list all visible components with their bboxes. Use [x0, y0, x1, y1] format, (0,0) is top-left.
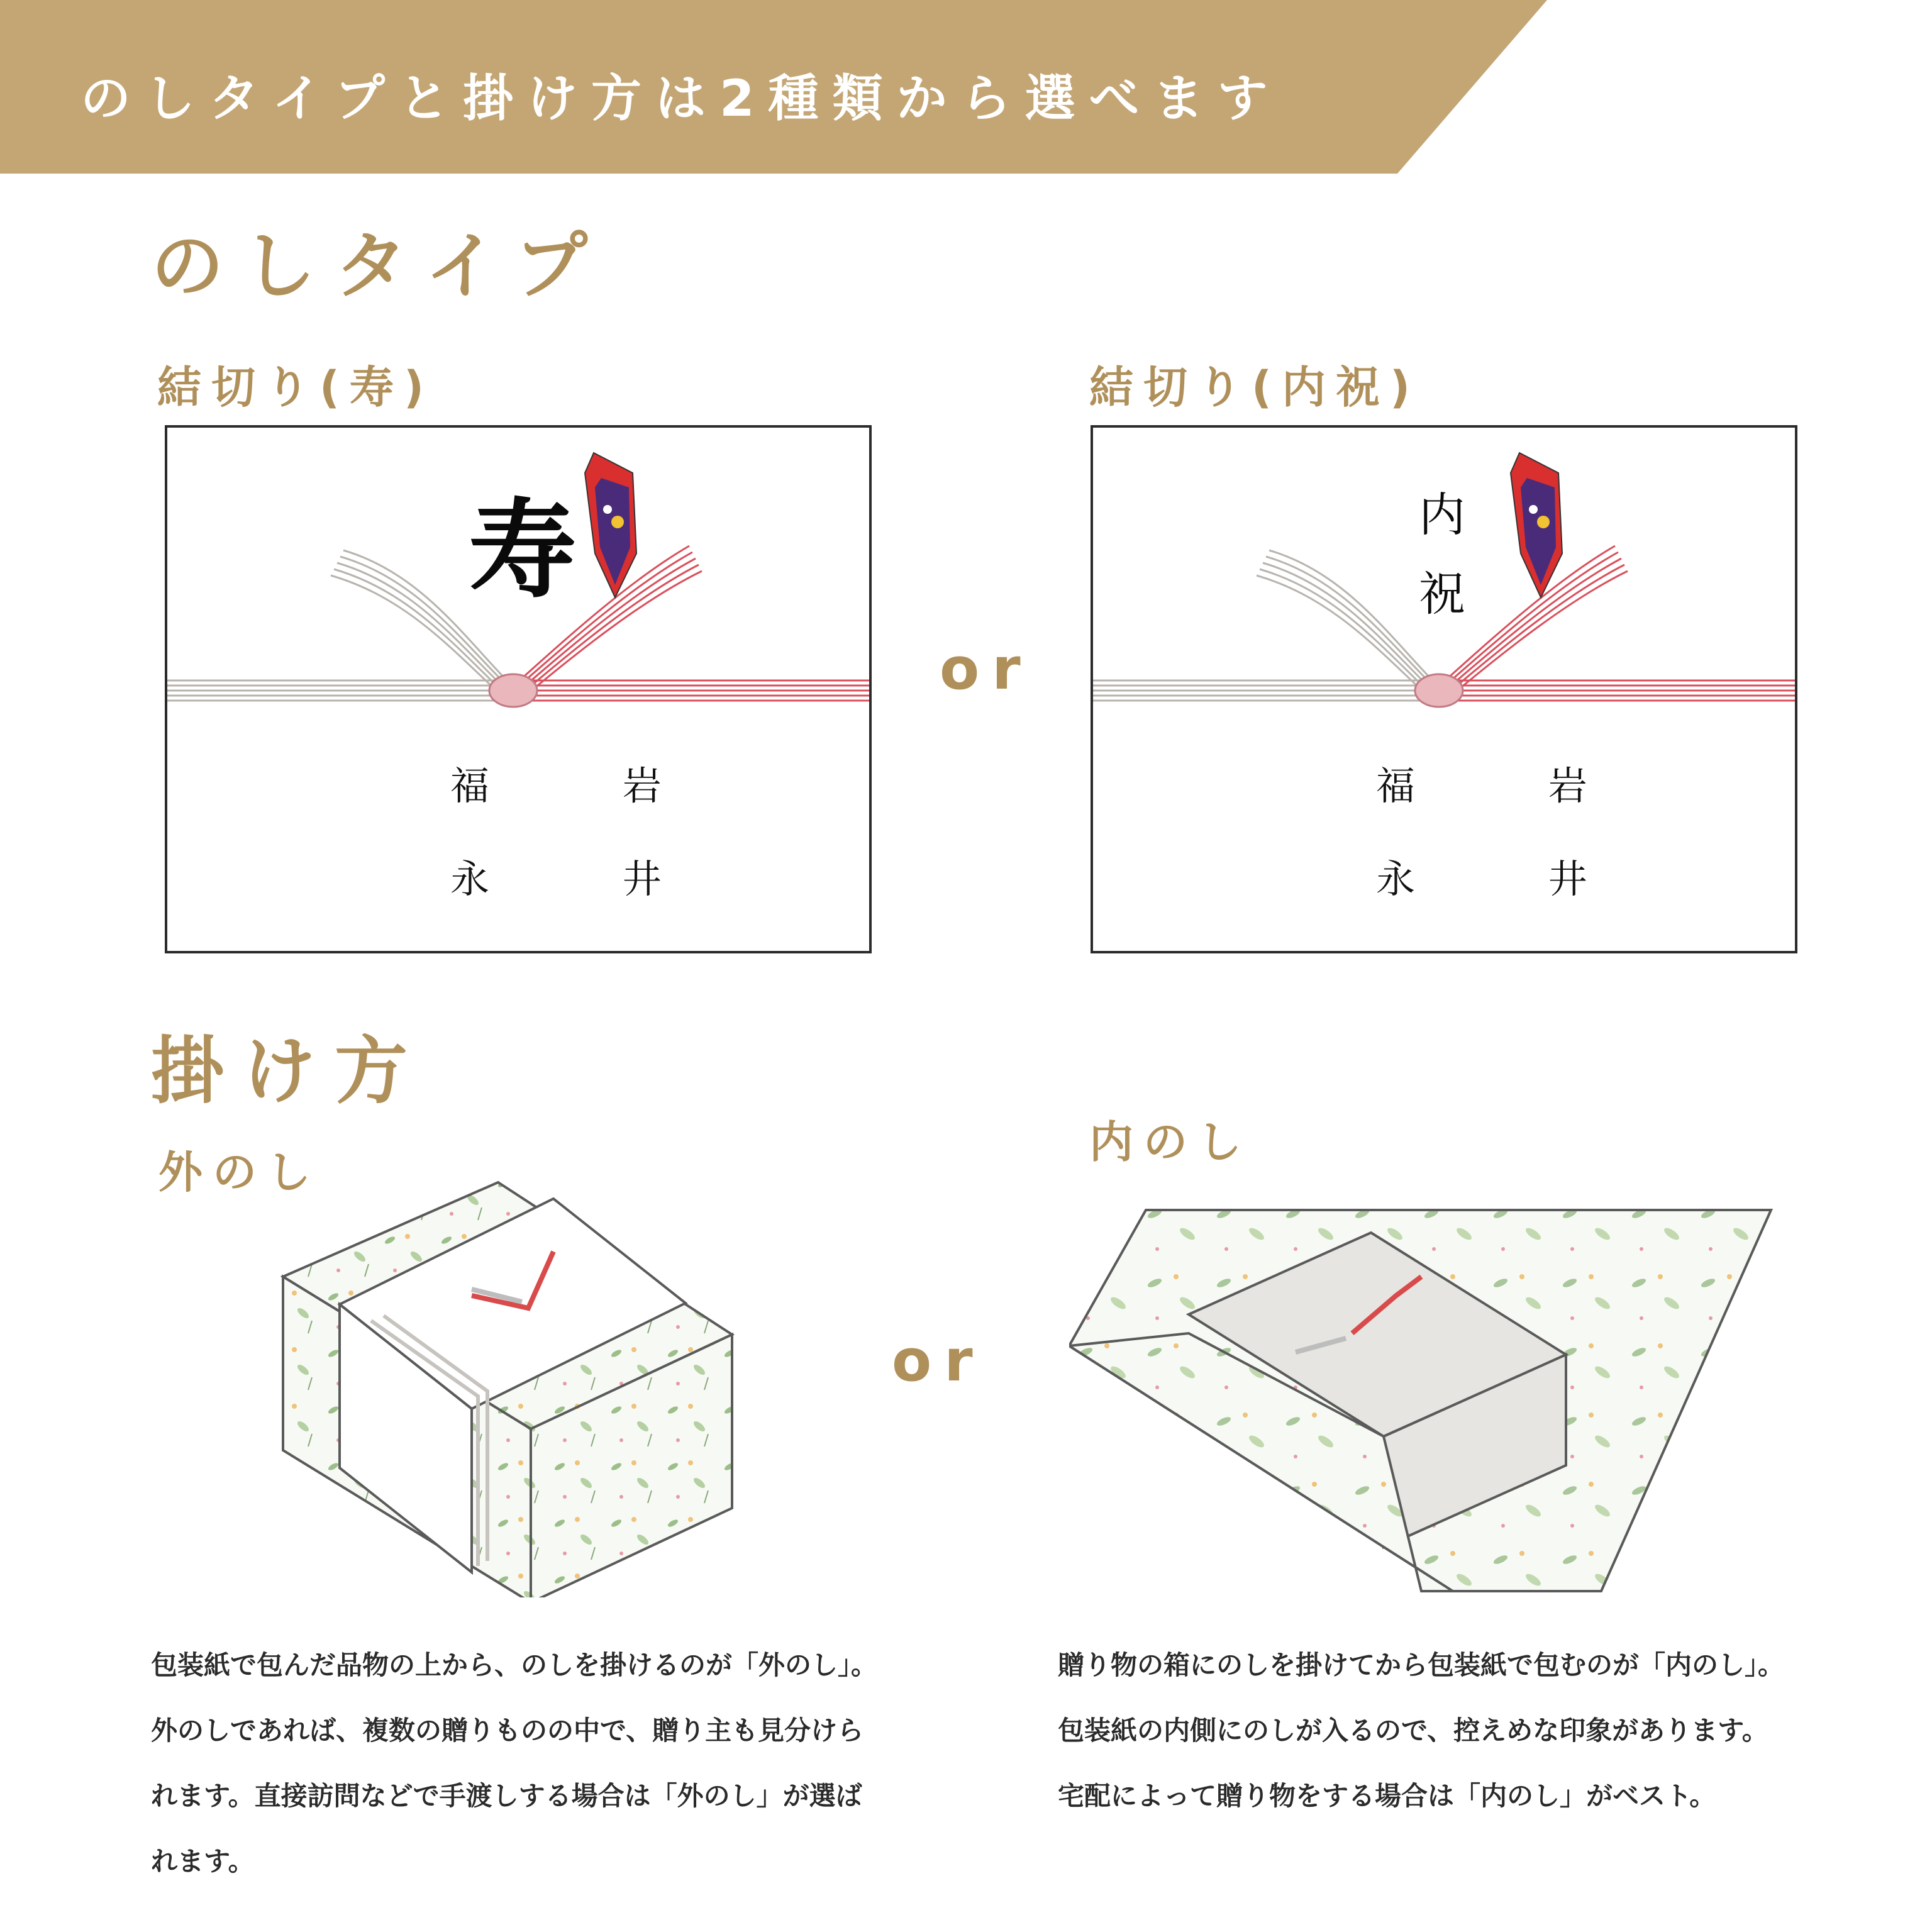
- or-label-kakekata: or: [892, 1327, 985, 1394]
- description-line: 包装紙で包んだ品物の上から、のしを掛けるのが「外のし」。: [151, 1650, 878, 1680]
- banner-title: のしタイプと掛け方は2種類から選べます: [80, 69, 1282, 128]
- header-banner: [0, 0, 1547, 174]
- or-label-noshi: or: [940, 635, 1033, 702]
- omote-gaki-uchi: 内: [1419, 488, 1465, 542]
- noshi-option-label-uchiiwai: 結切り(内祝): [1089, 362, 1420, 413]
- section-title-kakekata: 掛け方: [151, 1029, 426, 1114]
- name-line-2: 永 井: [1376, 856, 1648, 902]
- noshi-ornament-icon: [585, 453, 636, 597]
- kakekata-option-label-soto: 外のし: [158, 1146, 321, 1198]
- name-line-2: 永 井: [450, 856, 722, 902]
- noshi-ornament-icon: [1511, 453, 1562, 597]
- description-line: 包装紙の内側にのしが入るので、控えめな印象があります。: [1058, 1715, 1768, 1746]
- noshi-option-label-kotobuki: 結切り(寿): [157, 362, 434, 413]
- name-line-1: 福 岩: [450, 763, 722, 809]
- noshi-card-uchiiwai: [1091, 425, 1797, 953]
- soto-noshi-box-illustration: [264, 1170, 755, 1597]
- section-title-noshi-type: のしタイプ: [151, 224, 607, 309]
- description-line: 外のしであれば、複数の贈りものの中で、贈り主も見分けら: [151, 1715, 864, 1746]
- uchi-noshi-box-illustration: [1069, 1195, 1786, 1597]
- description-line: 贈り物の箱にのしを掛けてから包装紙で包むのが「内のし」。: [1058, 1650, 1785, 1680]
- description-line: れます。直接訪問などで手渡しする場合は「外のし」が選ば: [151, 1780, 862, 1811]
- knot-icon: [1415, 674, 1463, 707]
- uchi-noshi-description: [1058, 1633, 1784, 1829]
- noshi-card-kotobuki: [165, 425, 872, 953]
- knot-icon: [489, 674, 537, 707]
- description-line: れます。: [151, 1846, 255, 1877]
- description-line: 宅配によって贈り物をする場合は「内のし」がベスト。: [1058, 1780, 1716, 1811]
- name-line-1: 福 岩: [1376, 763, 1648, 809]
- omote-gaki-kotobuki: 寿: [469, 487, 577, 613]
- kakekata-option-label-uchi: 内のし: [1089, 1116, 1252, 1168]
- soto-noshi-description: [151, 1633, 877, 1894]
- omote-gaki-iwai: 祝: [1419, 567, 1465, 621]
